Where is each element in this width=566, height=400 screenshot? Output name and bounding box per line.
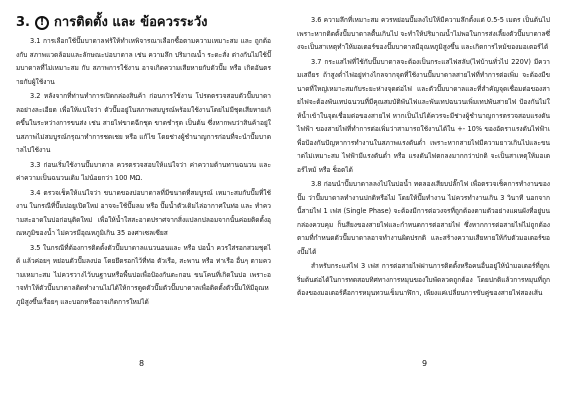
paragraph-3-4: 3.4 ตรวจเช็คให้แน่ใจว่า ขนาดของบ่อบาดาลที่มีขนาดที่สมบูรณ์ เหมาะสมกับปั๊มที่ใช้งาน ในกรณีที่ปั๊มบ่อยูเปิดใหม่ อาจจะใช้ปั๊มลม หรือ ปั๊มน้ำตัวเดิมไล่อากาศในท่อ และ ทำความสะอาดในบ่อก่อนุติดใหม่ เพื่อให้น้ำใสสะอาดปราศจากสิ่งแปลกปลอมจากนั้นค่อยติดตั้งอุณหภูมิของน้ำ ไม่ควรมีอุณหภูมิเกิน 35 องศาเซลเซียส <box>16 188 271 237</box>
right-page <box>283 0 566 400</box>
paragraph-3-phase: สำหรับกระแสไฟ 3 เฟส การต่อสายไฟผ่านการติดตั้งหรือคนอื่นอยู่ให้นำมอเตอร์ที่ถูกเริ่มต้นต่อได้ในการทดสอบทิศทางการหมุนของใบพัดลวดถูกต้อง โดยปกติแล้วการหมุนที่ถูกต้องของมอเตอร์คือการหมุนทวนเข็มนาฬิกา, เพียงแค่เปลี่ยนการขับคู่ของสายไฟสองเส้น <box>297 262 550 297</box>
paragraph-3-8: 3.8 ก่อนนำปั๊มบาดาลลงไปในบ่อน้ำ ทดลองเสียบปลั๊กไฟ เพื่อตรวจเช็คการทำงานของปั๊ม ว่าปั๊มบาดาลทำงานปกติหรือไม่ โดยให้ปั๊มทำงาน ไม่ควรทำงานเกิน 3 วินาที นอกจากนี้สายไฟ 1 เฟส (Single Phase) จะต้องมีการต่อวงจรที่ถูกต้องตามตัวอย่างแผนผังที่อยู่บนกล่องควบคุม ก็นสียงของสายไฟและกำหนดการต่อสายไฟ ซึ่งหากการต่อสายไฟไม่ถูกต้องตามที่กำหนดตัวปั๊มบาดาลอาจทำงานผิดปรกติ และสร้างความเสียหายให้กับตัวมอเตอร์ของปั๊มได้ <box>297 180 550 256</box>
exclamation-circle-icon: ! <box>35 16 49 30</box>
section-heading <box>16 14 271 32</box>
section-number: 3. <box>16 15 30 30</box>
paragraph-3-7: 3.7 กระแสไฟที่ใช้กับปั๊มบาดาลจะต้องเป็นกระแสไฟสลับ(ไฟบ้านทั่วไป 220V) มีความเสถียร ถ้าสูงต่ำไฟอยู่ห่างไกลจากจุดที่ใช้งานปั๊มบาดาลสายไฟที่ทำการต่อเพิ่ม จะต้องมีขนาดที่ใหญ่เหมาะสมกับระยะห่างจุดต่อไฟ และตัวปั๊มบาดาลและที่สำคัญจุดเชื่อมต่อของสายไฟจะต้องพันเทปฉนวนที่มีคุณสมบัติพันไฟและพันเทปฉนวนเพิ่มเทปพันสายไฟ ป้องกันไม่ให้น้ำเข้าในจุดเชื่อมต่อของสายไฟ หากเป็นไปได้ควรจะมีช่างผู้ชำนาญการตรวจสอบแรงดันไฟฟ้า ของสายไฟที่ทำการต่อเพิ่มว่าสามารถใช้งานได้ใน +- 10% ของอัตราแรงดันไฟฟ้าเพื่อป้องกันปัญหาการทำงานในสภาพแรงดันต่ำ เพราะหากสายไฟมีความยาวเกินไปและขนาดไม่เหมาะสม ไฟฟ้ามีแรงดันต่ำ หรือ แรงดันไฟตกลงมากกว่าปกติ จะเป็นสาเหตุให้มอเตอร์ไหม้ หรือ ช็อตได้ <box>297 57 550 174</box>
section-title: การติดตั้ง และ ข้อควรระวัง <box>53 15 208 30</box>
page-number-right: 9 <box>421 359 428 368</box>
paragraph-3-5: 3.5 ในกรณีที่ต้องการติดตั้งตัวปั๊มบาดาลแนวนอนและ หรือ บ่อน้ำ ควรใส่รอกสวมชุดได้ แล้วค่อยๆ หย่อนตัวปั๊มลงบ่อ โดยยึดรอกไว้ที่ท่อ ตัวเรือ, สะพาน หรือ ท่าเรือ อื่นๆ ตามความเหมาะสม ไม่ควรวางไว้บนฐานหรือพื้นบ่อเพื่อป้องกันตะกอน ขนโคนที่เกิดในบ่อ เพราะอาจทำให้ตัวปั๊มบาดาลติดทำงานไม่ได้ให้การดูดตัวปั๊มตัวปั๊มบาดาลเพื่อติดตั้งตัวปั๊มให้มีอุณหภูมิสูงขึ้นเรื่อยๆ และบอกหรืออาจเกิดการใหม่ได้ <box>16 243 271 306</box>
page-number-left: 8 <box>138 359 145 368</box>
paragraph-3-2: 3.2 หลังจากที่ท่านทำการเปิดกล่องสินค้า ก่อนการใช้งาน โปรดตรวจสอบตัวปั๊มบาดาลอย่างละเอียด เพื่อให้แน่ใจว่า ตัวปั๊มอยู่ในสภาพสมบูรณ์พร้อมใช้งานโดยไม่มีชุดเสียหายเกิดขึ้นในระหว่างการขนส่ง เช่น สายไฟขาดฉีกชุด ขาดชำรุด เป็นต้น ซึ่งหากพบว่าสินค้าอยู่ในสภาพไม่สมบูรณ์กรุณาทำการชดเชย หรือ แก้ไข โดยช่างผู้ชำนาญการก่อนที่จะนำปั๊มบาดาลไปใช้งาน <box>16 92 271 154</box>
paragraph-3-1: 3.1 การเลือกใช้ปั๊มบาดาลฟร้ให้ทำเหพิจารณาเลือกซื้อตามความเหมาะสม และ ถูกต้องกับ สภาพแวดล้อมและลักษณะบ่อบาดาล เช่น ความลึก ปริมาณน้ำ ระดะสั่ง ต่างกันไม่ใช้ปั๊มบาดาลที่ไม่เหมาะสม กับ สภาพการใช้งาน อาจเกิดความเสียหายกับตัวปั๊ม หรือ เกิดอันตรายกับผู้ใช้งาน <box>16 37 271 86</box>
paragraph-3-6: 3.6 ความลึกที่เหมาะสม ควรหย่อนปั๊มลงไปให้มีความลึกตั้งแต่ 0.5-5 เมตร เป็นต้นไป เพราะหากติดตั้งปั๊มบาดาลตื้นเกินไป จะทำให้ปริมาณน้ำไม่พอในการส่งเลี้ยงตัวปั๊มบาดาลซึ่งจะเป็นสาเหตุทำให้มอเตอร์ของปั๊มบาดาลมีอุณหภูมิสูงขึ้น และเกิดการไหม้ของมอเตอร์ได้ <box>297 16 550 51</box>
paragraph-3-3: 3.3 ก่อนเริ่มใช้งานปั๊มบาดาล ควรตรวจสอบให้แน่ใจว่า ค่าความต้านทานฉนวน และ ค่าความเป็นฉนวนเดิม ไม่น้อยกว่า 100 MΩ. <box>16 160 271 182</box>
